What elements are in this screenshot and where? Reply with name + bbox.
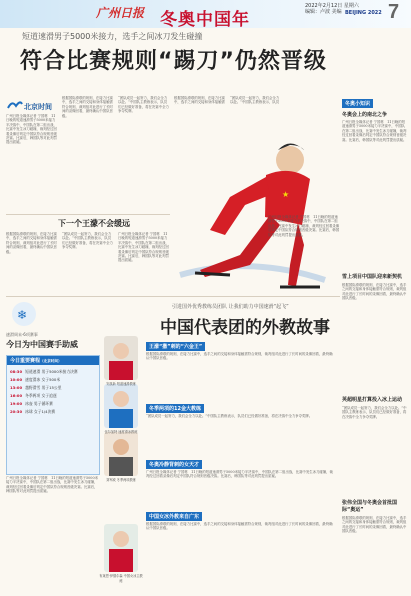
section-bar-4: 中国女冰外教来自广东 (146, 512, 202, 521)
coach-caption: 伍尔加特 速度滑冰教练 (104, 430, 138, 434)
schedule-time: 13:00 (10, 385, 23, 390)
side-title: 今日为中国赛手助威 (6, 340, 78, 349)
right-body-4: 根据国际滑联的规则，在接力比赛中，选手之间的交接和身体接触需符合规则，裁判组对此进行了长时间的录像回看，最终确认中国队晋级。 (342, 516, 407, 534)
schedule-title (7, 356, 99, 365)
side-body: 广州日报全媒体记者 宁国栋 11日晚的短道速滑男子5000米接力半决赛中，中国队在第二组出战，比赛中发生冰刀碰撞，裁判经过回看录像后判定中国队符合规则晋级决赛。比赛后，韩国队等对此判罚提出质疑。 (6, 476, 98, 494)
snowflake-badge-icon (6, 300, 42, 328)
coach-caption: 安凯新 短道速滑教练 (106, 382, 136, 386)
schedule-event: 冬季两项 女子追逐 (25, 393, 57, 398)
right-body-1: 广州日报全媒体记者 宁国栋 11日晚的短道速滑男子5000米接力半决赛中，中国队在第二组出战，比赛中发生冰刀碰撞，裁判经过回看录像后判定中国队符合规则晋级决赛。比赛后，韩国队等对此判罚提出质疑。 (342, 120, 407, 142)
lead-body-col2: 根据国际滑联的规则，在接力比赛中，选手之间的交接和身体接触需符合规则，裁判组对此进行了长时间的录像回看，最终确认中国队晋级。 (62, 96, 113, 118)
schedule-row (10, 393, 96, 399)
schedule-event: 短道速滑 男子5000米接力决赛 (25, 369, 78, 374)
lead-subtitle: 短道速滑男子5000米接力，选手之间冰刀发生碰撞 (22, 32, 203, 41)
section-tag: 北京时间 (24, 103, 52, 111)
right-title-3: 英超明星打算投入冰上运动 (342, 397, 403, 403)
right-body-3: “团队成员一起努力，我们会全力以赴。”中国队主教练表示，队员们已经做好准备，将在决赛中全力争夺奖牌。 (342, 406, 407, 419)
schedule-row (10, 401, 96, 407)
side-sub: 速滑周末·6项赛事 (6, 332, 38, 337)
lead-body-col3: “团队成员一起努力，我们会全力以赴。”中国队主教练表示，队员们已经做好准备，将在决赛中全力争夺奖牌。 (118, 96, 169, 114)
divider (6, 214, 170, 215)
masthead-logo: 广州日报 (96, 6, 145, 20)
schedule-time: 19:00 (10, 401, 23, 406)
section-bar-2: 冬季两项的12金大教练 (146, 404, 204, 413)
right-column (342, 90, 408, 596)
beijing-emblem-icon (6, 98, 24, 112)
lead-body-left: 广州日报全媒体记者 宁国栋 11日晚的短道速滑男子5000米接力半决赛中，中国队在第二组出战，比赛中发生冰刀碰撞，裁判经过回看录像后判定中国队符合规则晋级决赛。比赛后，韩国队等对此判罚提出质疑。 (6, 114, 57, 145)
schedule-time: 20:30 (10, 409, 23, 414)
section-title: 冬奥中国年 (160, 10, 250, 30)
schedule-row (10, 377, 96, 383)
section-1-body: 根据国际滑联的规则，在接力比赛中，选手之间的交接和身体接触需符合规则，裁判组对此进行了长时间的录像回看，最终确认中国队晋级。 (146, 352, 333, 361)
right-title-4: 张伟全国与冬奥会首批国际“奥运” (342, 500, 398, 513)
section-bar-1: 王濛“撒”刺的“六金王” (146, 342, 205, 351)
date-line-2: 编辑：卢波 美编 (305, 9, 342, 15)
coach-photo-2 (104, 384, 138, 428)
beijing-2022-logo: BEIJING 2022 (345, 10, 382, 16)
schedule-row (10, 409, 96, 415)
schedule-event: 速度滑冰 女子500米 (25, 377, 61, 382)
schedule-time: 10:00 (10, 377, 23, 382)
subhead: 下一个王濛不会缓远 (58, 219, 130, 228)
lead-body-col5: “团队成员一起努力，我们会全力以赴。”中国队主教练表示，队员 (230, 96, 280, 105)
schedule-box (6, 355, 100, 475)
section-3-body: 广州日报全媒体记者 宁国栋 11日晚的短道速滑男子5000米接力半决赛中，中国队在第二组出战，比赛中发生冰刀碰撞，裁判经过回看录像后判定中国队符合规则晋级决赛。比赛后，韩国队等对此判罚提出质疑。 (146, 470, 333, 479)
sub-body-3: 广州日报全媒体记者 宁国栋 11日晚的短道速滑男子5000米接力半决赛中，中国队在第二组出战，比赛中发生冰刀碰撞，裁判经过回看录像后判定中国队符合规则晋级决赛。比赛后，韩国队等对此判罚提出质疑。 (118, 232, 169, 263)
feature-headline: 中国代表团的外教故事 (160, 318, 330, 338)
svg-text:★: ★ (282, 190, 290, 199)
schedule-event: 冰壶 男子循环赛 (25, 401, 53, 406)
section-2-body: “团队成员一起努力，我们会全力以赴。”中国队主教练表示，队员们已经做好准备，将在决赛中全力争夺奖牌。 (146, 414, 313, 418)
coach-photo-3 (104, 432, 138, 476)
schedule-time: 08:30 (10, 369, 23, 374)
photo-caption-text: 广州日报全媒体记者 宁国栋 11日晚的短道速滑男子5000米接力半决赛中，中国队在第二组出战，比赛中发生冰刀碰撞，裁判经过回看录像后判定中国队符合规则晋级决赛。比赛后，韩国队等对此判罚提出质疑。 (268, 215, 340, 237)
right-body-2: 根据国际滑联的规则，在接力比赛中，选手之间的交接和身体接触需符合规则，裁判组对此进行了长时间的录像回看，最终确认中国队晋级。 (342, 283, 407, 301)
schedule-event: 冰球 女子1/4决赛 (25, 409, 56, 414)
coach-caption: 布莱恩·伊德尔森 中国女冰主教练 (99, 574, 143, 583)
section-bar-3: 冬奥冷静背刺的女天才 (146, 460, 202, 469)
lead-body-col4: 根据国际滑联的规则，在接力比赛中，选手之间的交接和身体接触需 (174, 96, 225, 105)
schedule-time: 16:00 (10, 393, 23, 398)
coach-photo-4 (104, 524, 138, 572)
coach-photo-1 (104, 336, 138, 380)
schedule-row (10, 369, 96, 375)
sub-body-1: 根据国际滑联的规则，在接力比赛中，选手之间的交接和身体接触需符合规则，裁判组对此进行了长时间的录像回看，最终确认中国队晋级。 (6, 232, 57, 254)
section-4-body: 根据国际滑联的规则，在接力比赛中，选手之间的交接和身体接触需符合规则，裁判组对此进行了长时间的录像回看，最终确认中国队晋级。 (146, 522, 333, 531)
schedule-subtitle: （北京时间） (40, 359, 62, 363)
schedule-title-text: 今日重要赛程 (10, 358, 41, 364)
schedule-row (10, 385, 96, 391)
lead-headline: 符合比赛规则“踢刀”仍然晋级 (20, 49, 327, 74)
sub-body-2: “团队成员一起努力，我们会全力以赴。”中国队主教练表示，队员们已经做好准备，将在决赛中全力争夺奖牌。 (62, 232, 113, 250)
coach-caption: 刘军威 冬季两项教练 (106, 478, 136, 482)
right-tag-1: 冬奥小知识 (342, 99, 373, 108)
page-header (0, 0, 411, 28)
right-title-2: 雪上项目中国队迎来新契机 (342, 274, 403, 280)
schedule-event: 越野滑雪 男子15公里 (25, 385, 62, 390)
right-title-1: 冬奥会上的南北之争 (342, 112, 388, 118)
divider (6, 296, 340, 297)
page-number: 7 (388, 1, 400, 23)
feature-intro: 引进国外优秀教练员团队 让我们助力中国速滑“起飞” (172, 304, 289, 310)
svg-text:❄: ❄ (17, 308, 28, 322)
date-line-1: 2022年2月12日 星期六 (305, 3, 359, 9)
